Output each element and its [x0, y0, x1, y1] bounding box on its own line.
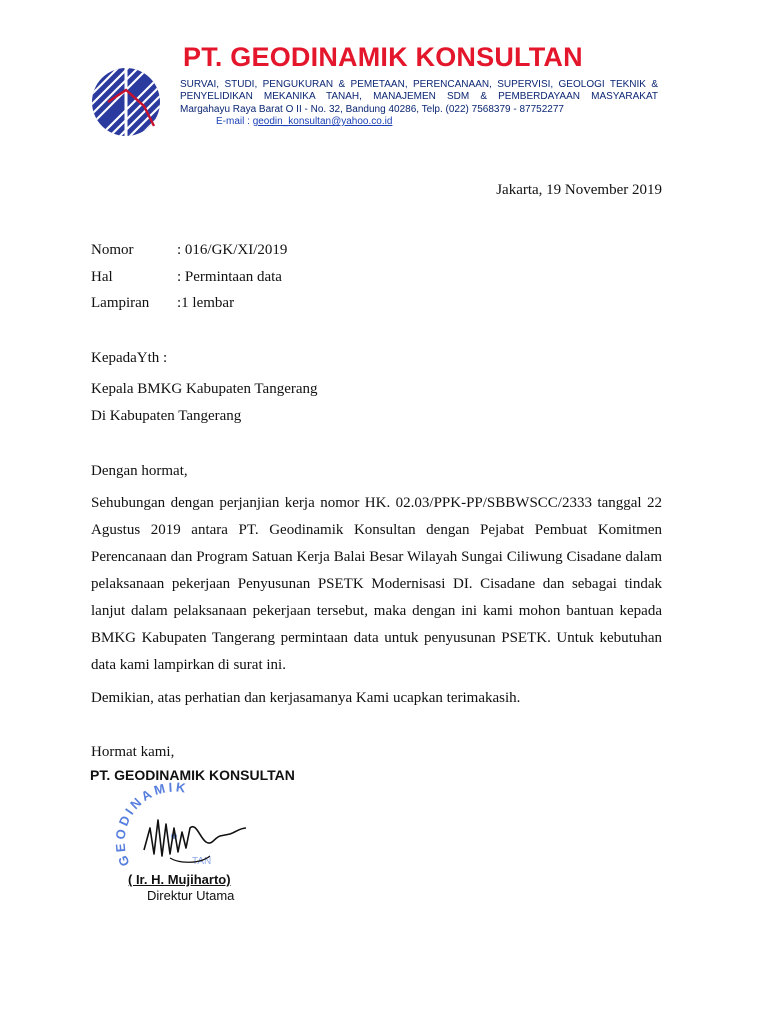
services-line-1: SURVAI, STUDI, PENGUKURAN & PEMETAAN, PERENCANAAN, SUPERVISI, GEOLOGI TEKNIK & — [180, 79, 658, 90]
meta-value: : Permintaan data — [177, 269, 282, 285]
email-line — [216, 116, 392, 128]
signer-name: ( Ir. H. Mujiharto) — [128, 872, 231, 887]
recipient-line-2: Di Kabupaten Tangerang — [91, 408, 242, 424]
meta-value: :1 lembar — [177, 295, 235, 311]
meta-row-nomor — [91, 242, 287, 259]
company-logo — [90, 66, 162, 138]
company-address: Margahayu Raya Barat O II - No. 32, Bandung 40286, Telp. (022) 7568379 - 87752277 — [180, 104, 564, 115]
services-line-2: PENYELIDIKAN MEKANIKA TANAH, MANAJEMEN SDM & PEMBERDAYAAN MASYARAKAT — [180, 91, 658, 102]
meta-label: Hal — [91, 269, 113, 285]
letter-date: Jakarta, 19 November 2019 — [496, 182, 662, 198]
recipient-line-1: Kepala BMKG Kabupaten Tangerang — [91, 381, 318, 397]
email-link[interactable]: geodin_konsultan@yahoo.co.id — [252, 116, 393, 127]
signature — [140, 798, 248, 868]
meta-label: Lampiran — [91, 295, 150, 311]
email-label: E-mail : — [216, 116, 250, 127]
body-paragraph: Sehubungan dengan perjanjian kerja nomor HK. 02.03/PPK-PP/SBBWSCC/2333 tanggal 22 Agustus 2019 antara PT. Geodinamik Konsultan dengan Pejabat Pembuat Komitmen Perencanaan dan Program Satuan Kerja Balai Besar Wilayah Sungai Ciliwung Cisadane dalam pelaksanaan pekerjaan Penyusunan PSETK Modernisasi DI. Cisadane dan sebagai tindak lanjut dalam pelaksanaan pekerjaan tersebut, maka dengan ini kami mohon bantuan kepada BMKG Kabupaten Tangerang permintaan data untuk penyusunan PSETK. Untuk kebutuhan data kami lampirkan di surat ini. — [91, 495, 662, 673]
meta-row-lampiran — [91, 295, 234, 312]
closing-paragraph: Demikian, atas perhatian dan kerjasamanya Kami ucapkan terimakasih. — [91, 690, 521, 706]
recipient-intro: KepadaYth : — [91, 350, 168, 366]
meta-value: : 016/GK/XI/2019 — [177, 242, 288, 258]
salutation: Dengan hormat, — [91, 463, 188, 479]
meta-row-hal — [91, 269, 282, 286]
closing: Hormat kami, — [91, 744, 175, 760]
closing-company: PT. GEODINAMIK KONSULTAN — [90, 767, 295, 783]
company-name: PT. GEODINAMIK KONSULTAN — [183, 42, 583, 72]
signer-title: Direktur Utama — [147, 888, 235, 903]
svg-text:TAN: TAN — [192, 856, 212, 867]
meta-label: Nomor — [91, 242, 134, 258]
svg-text:GEODINAMIK: GEODINAMIK — [112, 779, 190, 869]
